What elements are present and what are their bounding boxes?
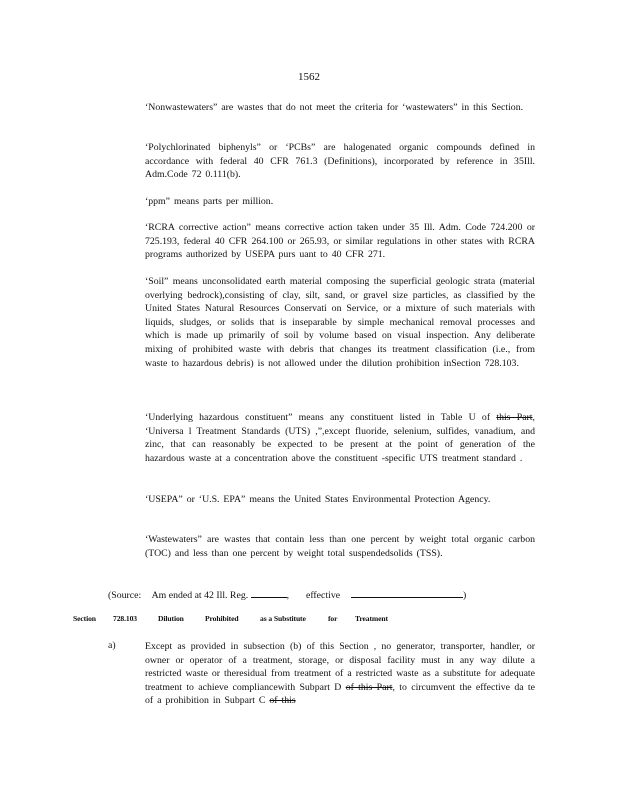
page-number: 1562 <box>298 71 320 83</box>
subsection-a-struck-1: of this Part <box>345 681 393 693</box>
effective-date-blank <box>351 587 463 598</box>
heading-word-treatment: Treatment <box>355 614 388 623</box>
definition-pcbs: ‘Polychlorinated biphenyls” or ‘PCBs” are halogenated organic compounds defined in accordance with federal 40 CFR 761.3 (Definitions), incorporated by reference in 35Ill. Adm.Code 72 0.111(b). <box>145 142 535 181</box>
subsection-a-text-1: Except as provided in subsection (b) of this Section , no generator, transporter, handler, or owner or operator of a treatment, storage, or disposal facility must in any way dilute a restricted waste or theresidual from treatment of a restricted waste as a substitute for adequate treatment to achieve compliancewith Subpart D <box>145 641 535 693</box>
subsection-a-text-2: , to circumvent the effective da te of a prohibition in Subpart C <box>145 681 536 707</box>
subsection-a-struck-2: of this <box>269 695 296 707</box>
source-comma: , <box>286 590 290 601</box>
heading-word-for: for <box>328 614 338 623</box>
heading-word-as-a-substitute: as a Substitute <box>260 614 306 623</box>
definition-soil: ‘Soil” means unconsolidated earth material composing the superficial geologic strata (material overlying bedrock),consisting of clay, silt, sand, or gravel size particles, as classified by the United States Natural Resources Conservati on Service, or a mixture of such materials with liquids, sludges, or solids that is inseparable by simple mechanical removal processes and which is made up primarily of soil by volume based on visual inspection. Any deliberate mixing of prohibited waste with debris that changes its treatment classification (i.e., from waste to hazardous debris) is not allowed under the dilution prohibition inSection 728.103. <box>145 276 535 369</box>
source-note <box>108 587 466 602</box>
subsection-a-text <box>145 640 535 708</box>
register-blank <box>251 587 287 598</box>
subsection-a-label: a) <box>108 640 116 651</box>
definition-underlying-hazardous-constituent <box>145 411 535 465</box>
section-number: 728.103 <box>113 614 137 623</box>
uhc-struck-text: this Part <box>496 412 533 423</box>
definition-nonwastewaters: ‘Nonwastewaters” are wastes that do not meet the criteria for ‘wastewaters” in this Section. <box>145 102 524 113</box>
section-label: Section <box>73 614 96 623</box>
definition-rcra-corrective-action: ‘RCRA corrective action” means corrective action taken under 35 Ill. Adm. Code 724.200 or 725.193, federal 40 CFR 264.100 or 265.93, or similar regulations in other states with RCRA programs authorized by USEPA purs uant to 40 CFR 271. <box>145 222 535 261</box>
heading-word-dilution: Dilution <box>158 614 184 623</box>
uhc-text-before: ‘Underlying hazardous constituent” means any constituent listed in Table U of <box>145 412 497 423</box>
source-amended: Am ended at 42 Ill. Reg. <box>151 590 249 601</box>
source-close: ) <box>462 590 467 601</box>
definition-usepa: ‘USEPA” or ‘U.S. EPA” means the United States Environmental Protection Agency. <box>145 494 491 505</box>
heading-word-prohibited: Prohibited <box>205 614 239 623</box>
source-open: (Source: <box>108 590 142 601</box>
definition-ppm: ‘ppm” means parts per million. <box>145 196 274 207</box>
source-effective: effective <box>305 590 341 601</box>
uhc-text-after: , ‘Universa l Treatment Standards (UTS) ,”,except fluoride, selenium, sulfides, vanadium, and zinc, that can reasonably be expected to be present at the point of generation of the hazardous waste at a concentration above the constituent -specific UTS treatment standard . <box>145 412 535 464</box>
definition-wastewaters: ‘Wastewaters” are wastes that contain less than one percent by weight total organic carbon (TOC) and less than one percent by weight total suspendedsolids (TSS). <box>145 534 535 559</box>
